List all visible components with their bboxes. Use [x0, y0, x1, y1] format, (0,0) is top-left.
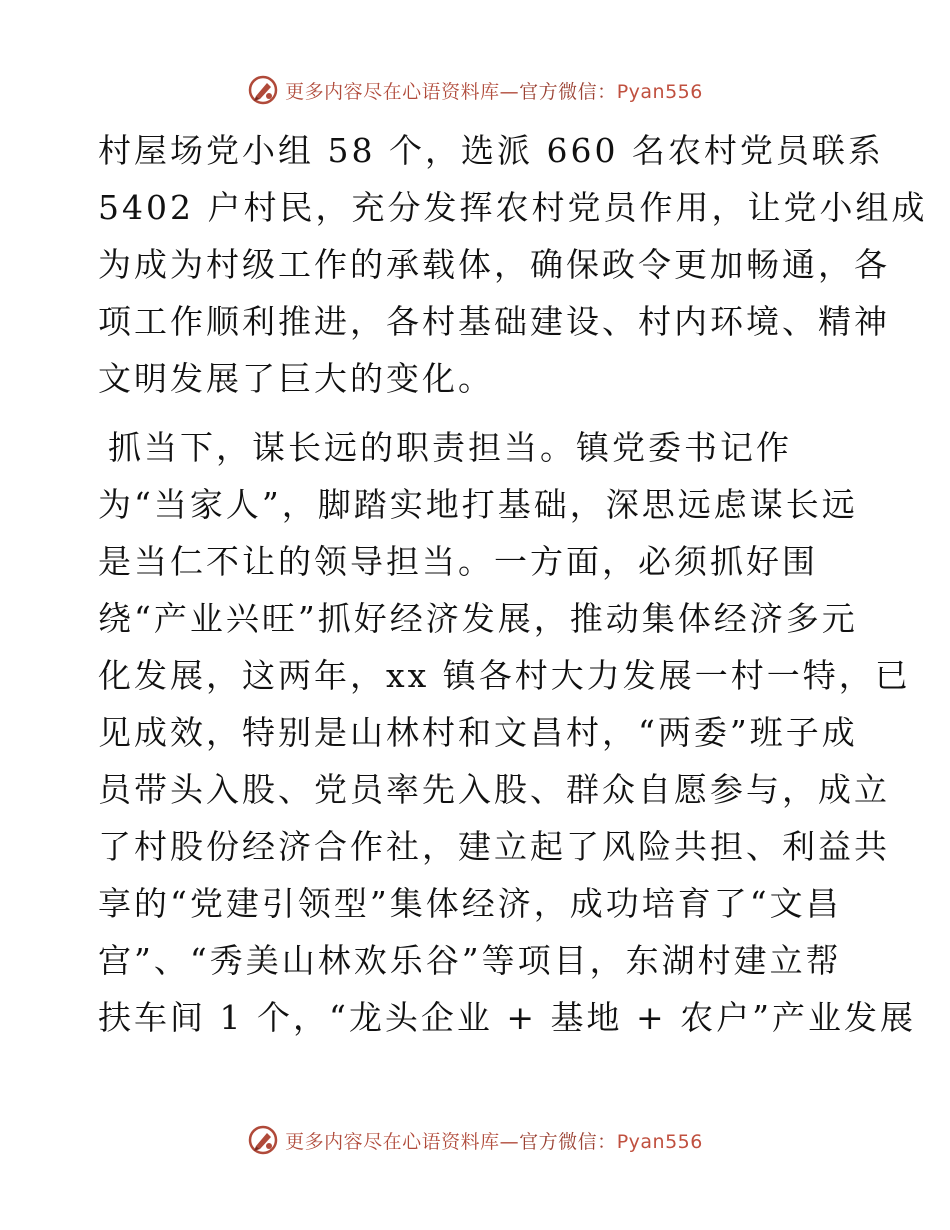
text-line: 是当仁不让的领导担当。一方面，必须抓好围 [98, 542, 818, 581]
header-watermark-banner [0, 72, 950, 108]
watermark-main: 更多内容尽在心语资料库 [285, 1130, 500, 1153]
text-line: 扶车间 1 个，“龙头企业 + 基地 + 农户”产业发展 [98, 998, 916, 1037]
watermark-handle: Pyan556 [616, 80, 703, 103]
watermark-main: 更多内容尽在心语资料库 [285, 80, 500, 103]
document-body [98, 122, 928, 1046]
text-line: 为成为村级工作的承载体，确保政令更加畅通，各 [98, 245, 890, 284]
text-line: 宫”、“秀美山林欢乐谷”等项目，东湖村建立帮 [98, 941, 842, 980]
pen-seal-logo-icon [247, 1124, 279, 1156]
watermark-wechat-label: 官方微信： [519, 80, 617, 103]
text-line: 5402 户村民，充分发挥农村党员作用，让党小组成 [98, 188, 928, 227]
watermark-dash: — [499, 1130, 520, 1153]
text-line: 为“当家人”，脚踏实地打基础，深思远虑谋长远 [98, 485, 858, 524]
text-line: 见成效，特别是山林村和文昌村，“两委”班子成 [98, 713, 858, 752]
watermark-text [285, 77, 703, 104]
text-line: 员带头入股、党员率先入股、群众自愿参与，成立 [98, 770, 890, 809]
text-line: 化发展，这两年，xx 镇各村大力发展一村一特，已 [98, 656, 911, 695]
watermark-dash: — [499, 80, 520, 103]
text-line: 抓当下，谋长远的职责担当。镇党委书记作 [108, 428, 792, 467]
watermark-text [285, 1127, 703, 1154]
text-line: 文明发展了巨大的变化。 [98, 359, 494, 398]
text-line: 绕“产业兴旺”抓好经济发展，推动集体经济多元 [98, 599, 858, 638]
text-line: 了村股份经济合作社，建立起了风险共担、利益共 [98, 827, 890, 866]
paragraph-1 [98, 122, 928, 407]
text-line: 村屋场党小组 58 个，选派 660 名农村党员联系 [98, 131, 884, 170]
watermark-wechat-label: 官方微信： [519, 1130, 617, 1153]
pen-seal-logo-icon [247, 74, 279, 106]
watermark-handle: Pyan556 [616, 1130, 703, 1153]
footer-watermark-banner [0, 1122, 950, 1158]
text-line: 项工作顺利推进，各村基础建设、村内环境、精神 [98, 302, 890, 341]
paragraph-2 [98, 419, 916, 1046]
text-line: 享的“党建引领型”集体经济，成功培育了“文昌 [98, 884, 842, 923]
